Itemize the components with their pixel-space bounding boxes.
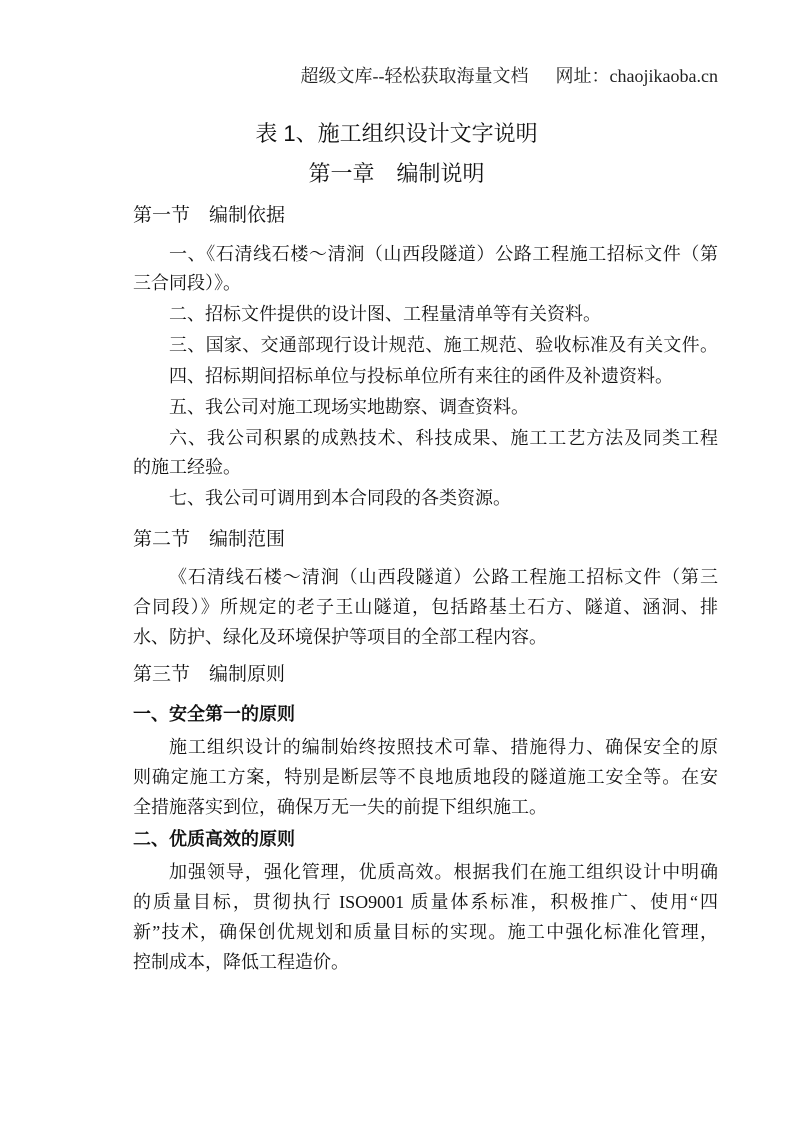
chapter-title: 第一章 编制说明 [308,161,485,186]
page-header [301,62,718,88]
header-url: chaojikaoba.cn [609,66,718,86]
body-line: 施工组织设计的编制始终按照技术可靠、措施得力、确保安全的原 [169,737,718,757]
body-line: 的质量目标，贯彻执行 ISO9001 质量体系标准，积极推广、使用“四 [133,892,718,912]
section-heading: 第三节 编制原则 [133,664,286,685]
body-line: 则确定施工方案，特别是断层等不良地质地段的隧道施工安全等。在安 [133,767,718,787]
body-line: 三、国家、交通部现行设计规范、施工规范、验收标准及有关文件。 [169,335,718,355]
body-line: 全措施落实到位，确保万无一失的前提下组织施工。 [133,797,547,817]
subsection-heading: 二、优质高效的原则 [133,829,295,849]
body-line: 四、招标期间招标单位与投标单位所有来往的函件及补遗资料。 [169,366,673,386]
body-line: 三合同段）》。 [133,273,241,293]
body-line: 六、我公司积累的成熟技术、科技成果、施工工艺方法及同类工程 [169,428,718,448]
section-heading: 第一节 编制依据 [133,205,286,226]
body-line: 一、《石清线石楼～清涧（山西段隧道）公路工程施工招标文件（第 [169,244,718,264]
header-url-label: 网址： [555,66,610,86]
body-line: 控制成本，降低工程造价。 [133,952,349,972]
body-line: 加强领导，强化管理，优质高效。根据我们在施工组织设计中明确 [169,862,718,882]
body-line: 七、我公司可调用到本合同段的各类资源。 [169,488,511,508]
body-line: 《石清线石楼～清涧（山西段隧道）公路工程施工招标文件（第三 [169,567,718,587]
body-line: 五、我公司对施工现场实地勘察、调查资料。 [169,397,529,417]
subsection-heading: 一、安全第一的原则 [133,704,295,724]
body-line: 水、防护、绿化及环境保护等项目的全部工程内容。 [133,627,547,647]
table-title: 表 1、施工组织设计文字说明 [255,121,538,146]
body-line: 二、招标文件提供的设计图、工程量清单等有关资料。 [169,304,601,324]
section-heading: 第二节 编制范围 [133,529,286,550]
body-line: 新”技术，确保创优规划和质量目标的实现。施工中强化标准化管理， [133,922,718,942]
header-site-name: 超级文库--轻松获取海量文档 [300,66,529,86]
body-line: 合同段）》所规定的老子王山隧道，包括路基土石方、隧道、涵洞、排 [133,597,718,617]
body-line: 的施工经验。 [133,457,241,477]
